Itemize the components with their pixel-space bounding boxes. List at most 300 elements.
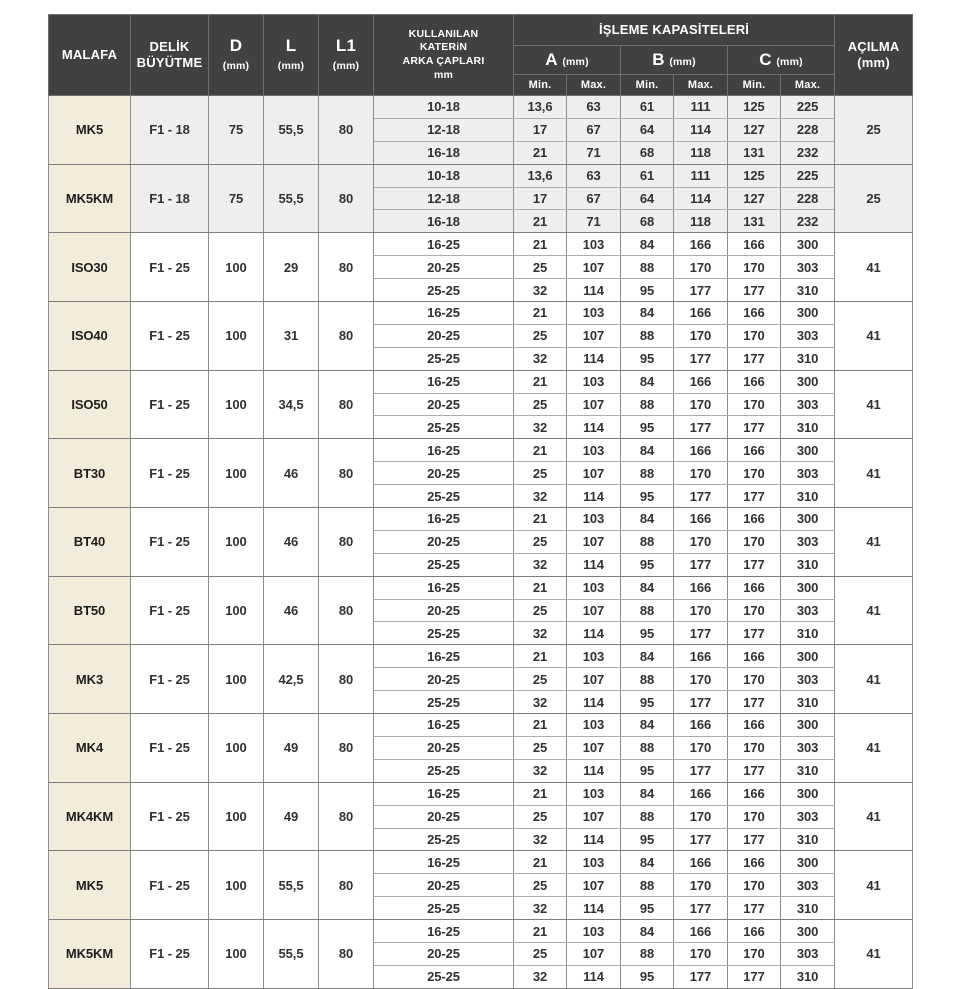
d-cell: 100 [209, 302, 264, 371]
cap-b-max-cell: 170 [674, 462, 728, 485]
cap-c-max-cell: 300 [781, 782, 835, 805]
cap-c-max-cell: 303 [781, 462, 835, 485]
cap-c-min-cell: 177 [728, 553, 781, 576]
cap-b-max-cell: 177 [674, 553, 728, 576]
cap-b-min-cell: 88 [621, 668, 674, 691]
cap-a-min-cell: 21 [514, 439, 567, 462]
spec-table [48, 14, 913, 989]
cap-c-min-cell: 177 [728, 897, 781, 920]
cap-c-min-cell: 177 [728, 347, 781, 370]
cap-a-max-cell: 107 [567, 668, 621, 691]
c-unit: (mm) [776, 56, 803, 68]
cap-c-min-cell: 125 [728, 96, 781, 119]
kater-capi-cell: 16-25 [374, 439, 514, 462]
column-header-b [621, 46, 728, 75]
cap-c-max-cell: 228 [781, 118, 835, 141]
cap-b-min-cell: 84 [621, 508, 674, 531]
cap-c-max-cell: 303 [781, 805, 835, 828]
d-cell: 100 [209, 782, 264, 851]
cap-b-max-cell: 166 [674, 439, 728, 462]
acilma-cell: 41 [835, 645, 913, 714]
cap-b-max-cell: 170 [674, 599, 728, 622]
acilma-cell: 41 [835, 439, 913, 508]
kater-capi-cell: 25-25 [374, 965, 514, 988]
cap-b-min-cell: 84 [621, 576, 674, 599]
cap-c-min-cell: 166 [728, 370, 781, 393]
kater-capi-cell: 25-25 [374, 553, 514, 576]
cap-c-min-cell: 166 [728, 233, 781, 256]
cap-c-min-cell: 170 [728, 530, 781, 553]
kater-capi-cell: 16-18 [374, 141, 514, 164]
cap-b-min-cell: 61 [621, 96, 674, 119]
malafa-cell: BT30 [49, 439, 131, 508]
column-header-b-max: Max. [674, 75, 728, 96]
cap-c-max-cell: 303 [781, 324, 835, 347]
d-cell: 100 [209, 233, 264, 302]
cap-b-min-cell: 88 [621, 942, 674, 965]
malafa-cell: MK5 [49, 96, 131, 165]
cap-a-min-cell: 21 [514, 508, 567, 531]
table-row [49, 233, 913, 256]
column-header-l [264, 15, 319, 96]
acilma-cell: 25 [835, 96, 913, 165]
cap-c-min-cell: 170 [728, 736, 781, 759]
table-row [49, 164, 913, 187]
l-letter: L [285, 36, 297, 55]
cap-a-max-cell: 107 [567, 942, 621, 965]
l1-cell: 80 [319, 714, 374, 783]
cap-b-max-cell: 177 [674, 347, 728, 370]
cap-b-min-cell: 95 [621, 622, 674, 645]
cap-c-max-cell: 310 [781, 279, 835, 302]
cap-a-max-cell: 103 [567, 302, 621, 325]
cap-c-min-cell: 166 [728, 920, 781, 943]
cap-a-max-cell: 107 [567, 599, 621, 622]
l1-cell: 80 [319, 370, 374, 439]
cap-a-min-cell: 25 [514, 462, 567, 485]
cap-c-min-cell: 166 [728, 576, 781, 599]
column-header-a-min: Min. [514, 75, 567, 96]
acilma-cell: 41 [835, 576, 913, 645]
cap-a-min-cell: 25 [514, 530, 567, 553]
cap-b-min-cell: 95 [621, 279, 674, 302]
column-header-c-min: Min. [728, 75, 781, 96]
cap-b-max-cell: 170 [674, 324, 728, 347]
cap-a-min-cell: 32 [514, 828, 567, 851]
cap-c-max-cell: 300 [781, 714, 835, 737]
acilma-cell: 41 [835, 714, 913, 783]
kater-capi-cell: 25-25 [374, 279, 514, 302]
cap-a-min-cell: 21 [514, 302, 567, 325]
cap-b-max-cell: 177 [674, 965, 728, 988]
b-unit: (mm) [669, 56, 696, 68]
cap-c-min-cell: 166 [728, 851, 781, 874]
cap-c-min-cell: 166 [728, 782, 781, 805]
cap-c-min-cell: 170 [728, 942, 781, 965]
d-cell: 100 [209, 508, 264, 577]
cap-a-min-cell: 21 [514, 233, 567, 256]
l-cell: 42,5 [264, 645, 319, 714]
column-header-acilma [835, 15, 913, 96]
cap-c-min-cell: 177 [728, 416, 781, 439]
cap-a-max-cell: 107 [567, 256, 621, 279]
kater-capi-cell: 20-25 [374, 736, 514, 759]
delik-buyutme-cell: F1 - 25 [131, 302, 209, 371]
kater-capi-cell: 20-25 [374, 256, 514, 279]
l-cell: 49 [264, 714, 319, 783]
kater-line2: KATERiN [419, 41, 468, 54]
cap-b-min-cell: 64 [621, 187, 674, 210]
kater-capi-cell: 10-18 [374, 164, 514, 187]
cap-c-max-cell: 300 [781, 576, 835, 599]
cap-a-min-cell: 21 [514, 920, 567, 943]
cap-c-max-cell: 300 [781, 920, 835, 943]
cap-b-max-cell: 177 [674, 485, 728, 508]
kater-capi-cell: 16-25 [374, 920, 514, 943]
cap-b-max-cell: 166 [674, 645, 728, 668]
cap-c-min-cell: 131 [728, 141, 781, 164]
cap-a-max-cell: 114 [567, 416, 621, 439]
kater-capi-cell: 25-25 [374, 897, 514, 920]
l1-cell: 80 [319, 920, 374, 989]
cap-a-max-cell: 67 [567, 187, 621, 210]
cap-a-min-cell: 25 [514, 874, 567, 897]
cap-b-max-cell: 166 [674, 508, 728, 531]
l1-cell: 80 [319, 164, 374, 233]
cap-c-max-cell: 303 [781, 256, 835, 279]
cap-a-min-cell: 21 [514, 141, 567, 164]
cap-a-min-cell: 13,6 [514, 164, 567, 187]
cap-b-max-cell: 177 [674, 759, 728, 782]
delik-buyutme-cell: F1 - 18 [131, 96, 209, 165]
cap-a-max-cell: 71 [567, 210, 621, 233]
cap-a-min-cell: 17 [514, 118, 567, 141]
cap-a-min-cell: 32 [514, 553, 567, 576]
cap-c-min-cell: 127 [728, 187, 781, 210]
cap-a-min-cell: 25 [514, 393, 567, 416]
malafa-cell: MK4KM [49, 782, 131, 851]
cap-a-min-cell: 21 [514, 645, 567, 668]
kater-capi-cell: 25-25 [374, 416, 514, 439]
cap-c-max-cell: 310 [781, 485, 835, 508]
cap-c-max-cell: 303 [781, 599, 835, 622]
cap-b-max-cell: 170 [674, 942, 728, 965]
cap-b-max-cell: 118 [674, 210, 728, 233]
kater-capi-cell: 10-18 [374, 96, 514, 119]
acilma-cell: 41 [835, 508, 913, 577]
cap-b-max-cell: 166 [674, 576, 728, 599]
cap-c-max-cell: 310 [781, 965, 835, 988]
delik-buyutme-cell: F1 - 25 [131, 782, 209, 851]
cap-b-max-cell: 166 [674, 782, 728, 805]
column-header-b-min: Min. [621, 75, 674, 96]
cap-c-max-cell: 310 [781, 416, 835, 439]
cap-b-min-cell: 84 [621, 714, 674, 737]
cap-a-min-cell: 32 [514, 965, 567, 988]
cap-c-min-cell: 177 [728, 485, 781, 508]
kater-capi-cell: 20-25 [374, 530, 514, 553]
cap-c-min-cell: 177 [728, 691, 781, 714]
cap-b-max-cell: 166 [674, 851, 728, 874]
cap-a-min-cell: 32 [514, 691, 567, 714]
cap-b-max-cell: 166 [674, 370, 728, 393]
cap-b-max-cell: 170 [674, 668, 728, 691]
l-cell: 55,5 [264, 96, 319, 165]
d-letter: D [229, 36, 243, 55]
cap-a-max-cell: 71 [567, 141, 621, 164]
cap-a-max-cell: 107 [567, 736, 621, 759]
cap-b-min-cell: 88 [621, 393, 674, 416]
kater-capi-cell: 16-25 [374, 370, 514, 393]
cap-c-max-cell: 232 [781, 141, 835, 164]
cap-b-min-cell: 88 [621, 874, 674, 897]
kater-capi-cell: 25-25 [374, 691, 514, 714]
cap-c-max-cell: 228 [781, 187, 835, 210]
kater-capi-cell: 20-25 [374, 599, 514, 622]
cap-b-max-cell: 170 [674, 256, 728, 279]
cap-a-max-cell: 107 [567, 805, 621, 828]
cap-b-max-cell: 177 [674, 279, 728, 302]
cap-a-max-cell: 114 [567, 279, 621, 302]
cap-c-max-cell: 225 [781, 164, 835, 187]
kater-capi-cell: 16-25 [374, 576, 514, 599]
kater-capi-cell: 20-25 [374, 668, 514, 691]
cap-a-max-cell: 107 [567, 324, 621, 347]
d-cell: 75 [209, 96, 264, 165]
cap-b-min-cell: 84 [621, 782, 674, 805]
cap-b-max-cell: 170 [674, 393, 728, 416]
cap-a-max-cell: 103 [567, 233, 621, 256]
cap-b-min-cell: 84 [621, 370, 674, 393]
cap-c-max-cell: 300 [781, 439, 835, 462]
kater-capi-cell: 25-25 [374, 347, 514, 370]
cap-b-max-cell: 166 [674, 714, 728, 737]
cap-c-min-cell: 166 [728, 645, 781, 668]
cap-b-min-cell: 84 [621, 439, 674, 462]
kater-capi-cell: 25-25 [374, 828, 514, 851]
c-letter: C [759, 50, 772, 69]
malafa-cell: BT40 [49, 508, 131, 577]
cap-a-max-cell: 114 [567, 759, 621, 782]
cap-a-max-cell: 107 [567, 462, 621, 485]
kater-capi-cell: 16-25 [374, 851, 514, 874]
acilma-cell: 41 [835, 233, 913, 302]
cap-a-min-cell: 25 [514, 324, 567, 347]
cap-a-max-cell: 103 [567, 370, 621, 393]
cap-c-min-cell: 166 [728, 302, 781, 325]
cap-b-max-cell: 170 [674, 530, 728, 553]
column-header-c-max: Max. [781, 75, 835, 96]
acilma-cell: 41 [835, 920, 913, 989]
malafa-cell: ISO40 [49, 302, 131, 371]
cap-a-min-cell: 25 [514, 599, 567, 622]
cap-c-max-cell: 300 [781, 508, 835, 531]
acilma-cell: 41 [835, 302, 913, 371]
cap-b-min-cell: 84 [621, 920, 674, 943]
malafa-cell: ISO50 [49, 370, 131, 439]
d-cell: 100 [209, 576, 264, 645]
cap-b-max-cell: 177 [674, 897, 728, 920]
kater-capi-cell: 25-25 [374, 622, 514, 645]
kater-capi-cell: 25-25 [374, 485, 514, 508]
cap-a-min-cell: 32 [514, 416, 567, 439]
delik-buyutme-cell: F1 - 25 [131, 370, 209, 439]
cap-c-max-cell: 303 [781, 942, 835, 965]
cap-a-min-cell: 25 [514, 256, 567, 279]
cap-a-max-cell: 114 [567, 485, 621, 508]
cap-a-min-cell: 32 [514, 759, 567, 782]
l-cell: 31 [264, 302, 319, 371]
cap-c-min-cell: 170 [728, 668, 781, 691]
kater-capi-cell: 16-25 [374, 782, 514, 805]
cap-c-max-cell: 300 [781, 302, 835, 325]
delik-buyutme-cell: F1 - 25 [131, 576, 209, 645]
cap-b-min-cell: 95 [621, 691, 674, 714]
delik-line1: DELİK [149, 38, 190, 54]
cap-b-max-cell: 177 [674, 828, 728, 851]
cap-c-min-cell: 177 [728, 965, 781, 988]
cap-b-max-cell: 166 [674, 302, 728, 325]
kater-capi-cell: 16-25 [374, 645, 514, 668]
delik-buyutme-cell: F1 - 25 [131, 508, 209, 577]
cap-c-min-cell: 170 [728, 462, 781, 485]
b-letter: B [652, 50, 665, 69]
malafa-cell: MK5KM [49, 164, 131, 233]
delik-buyutme-cell: F1 - 25 [131, 439, 209, 508]
cap-a-max-cell: 103 [567, 714, 621, 737]
cap-c-max-cell: 232 [781, 210, 835, 233]
cap-b-min-cell: 95 [621, 553, 674, 576]
kater-capi-cell: 20-25 [374, 462, 514, 485]
cap-a-max-cell: 67 [567, 118, 621, 141]
cap-b-max-cell: 166 [674, 920, 728, 943]
kater-line1: KULLANILAN [408, 27, 479, 40]
cap-a-max-cell: 114 [567, 347, 621, 370]
column-header-c [728, 46, 835, 75]
l1-cell: 80 [319, 302, 374, 371]
table-row [49, 851, 913, 874]
kater-capi-cell: 12-18 [374, 187, 514, 210]
cap-b-max-cell: 170 [674, 874, 728, 897]
cap-a-min-cell: 21 [514, 714, 567, 737]
column-header-a-max: Max. [567, 75, 621, 96]
cap-c-min-cell: 170 [728, 874, 781, 897]
l-cell: 55,5 [264, 851, 319, 920]
l-cell: 49 [264, 782, 319, 851]
d-cell: 100 [209, 714, 264, 783]
cap-a-max-cell: 107 [567, 874, 621, 897]
d-cell: 100 [209, 439, 264, 508]
table-row [49, 508, 913, 531]
cap-b-min-cell: 88 [621, 462, 674, 485]
cap-c-max-cell: 310 [781, 553, 835, 576]
d-unit: (mm) [222, 60, 250, 72]
cap-b-min-cell: 68 [621, 141, 674, 164]
table-row [49, 645, 913, 668]
cap-c-min-cell: 177 [728, 828, 781, 851]
cap-c-max-cell: 300 [781, 370, 835, 393]
cap-b-min-cell: 95 [621, 759, 674, 782]
cap-c-max-cell: 303 [781, 668, 835, 691]
cap-a-min-cell: 25 [514, 736, 567, 759]
cap-b-max-cell: 114 [674, 187, 728, 210]
cap-c-min-cell: 170 [728, 805, 781, 828]
cap-c-max-cell: 225 [781, 96, 835, 119]
cap-b-min-cell: 95 [621, 828, 674, 851]
cap-a-min-cell: 21 [514, 782, 567, 805]
cap-b-min-cell: 88 [621, 324, 674, 347]
l-cell: 46 [264, 439, 319, 508]
cap-c-min-cell: 166 [728, 714, 781, 737]
delik-line2: BÜYÜTME [136, 55, 203, 70]
column-header-malafa: MALAFA [49, 15, 131, 96]
cap-a-max-cell: 107 [567, 393, 621, 416]
cap-c-min-cell: 170 [728, 324, 781, 347]
d-cell: 100 [209, 370, 264, 439]
cap-b-min-cell: 84 [621, 233, 674, 256]
column-header-isleme-kapasiteleri: İŞLEME KAPASİTELERİ [514, 15, 835, 46]
cap-a-min-cell: 13,6 [514, 96, 567, 119]
cap-c-min-cell: 177 [728, 759, 781, 782]
cap-a-max-cell: 103 [567, 576, 621, 599]
cap-b-min-cell: 95 [621, 897, 674, 920]
cap-a-min-cell: 21 [514, 370, 567, 393]
cap-b-min-cell: 84 [621, 645, 674, 668]
l1-cell: 80 [319, 645, 374, 714]
l-cell: 55,5 [264, 164, 319, 233]
cap-b-min-cell: 88 [621, 530, 674, 553]
cap-a-min-cell: 32 [514, 622, 567, 645]
kater-capi-cell: 16-25 [374, 508, 514, 531]
cap-b-max-cell: 118 [674, 141, 728, 164]
cap-b-max-cell: 111 [674, 96, 728, 119]
cap-a-min-cell: 32 [514, 279, 567, 302]
acilma-cell: 25 [835, 164, 913, 233]
kater-capi-cell: 20-25 [374, 324, 514, 347]
cap-b-min-cell: 84 [621, 302, 674, 325]
cap-b-min-cell: 95 [621, 965, 674, 988]
cap-a-max-cell: 114 [567, 897, 621, 920]
cap-a-min-cell: 25 [514, 668, 567, 691]
cap-c-max-cell: 303 [781, 530, 835, 553]
delik-buyutme-cell: F1 - 25 [131, 714, 209, 783]
column-header-l1 [319, 15, 374, 96]
cap-b-max-cell: 177 [674, 416, 728, 439]
l1-unit: (mm) [332, 60, 360, 72]
cap-a-max-cell: 114 [567, 691, 621, 714]
acilma-line1: AÇILMA [847, 38, 900, 54]
cap-b-min-cell: 95 [621, 485, 674, 508]
cap-c-max-cell: 303 [781, 736, 835, 759]
kater-capi-cell: 16-25 [374, 302, 514, 325]
kater-capi-cell: 16-18 [374, 210, 514, 233]
kater-line4: mm [433, 68, 454, 81]
table-header [49, 15, 913, 96]
acilma-line2: (mm) [857, 55, 890, 70]
delik-buyutme-cell: F1 - 25 [131, 920, 209, 989]
cap-c-min-cell: 170 [728, 256, 781, 279]
kater-line3: ARKA ÇAPLARI [402, 55, 485, 67]
cap-b-min-cell: 95 [621, 416, 674, 439]
cap-b-min-cell: 64 [621, 118, 674, 141]
l1-cell: 80 [319, 782, 374, 851]
cap-c-max-cell: 300 [781, 645, 835, 668]
cap-a-min-cell: 25 [514, 805, 567, 828]
d-cell: 100 [209, 645, 264, 714]
d-cell: 100 [209, 851, 264, 920]
l1-cell: 80 [319, 233, 374, 302]
cap-a-min-cell: 32 [514, 485, 567, 508]
